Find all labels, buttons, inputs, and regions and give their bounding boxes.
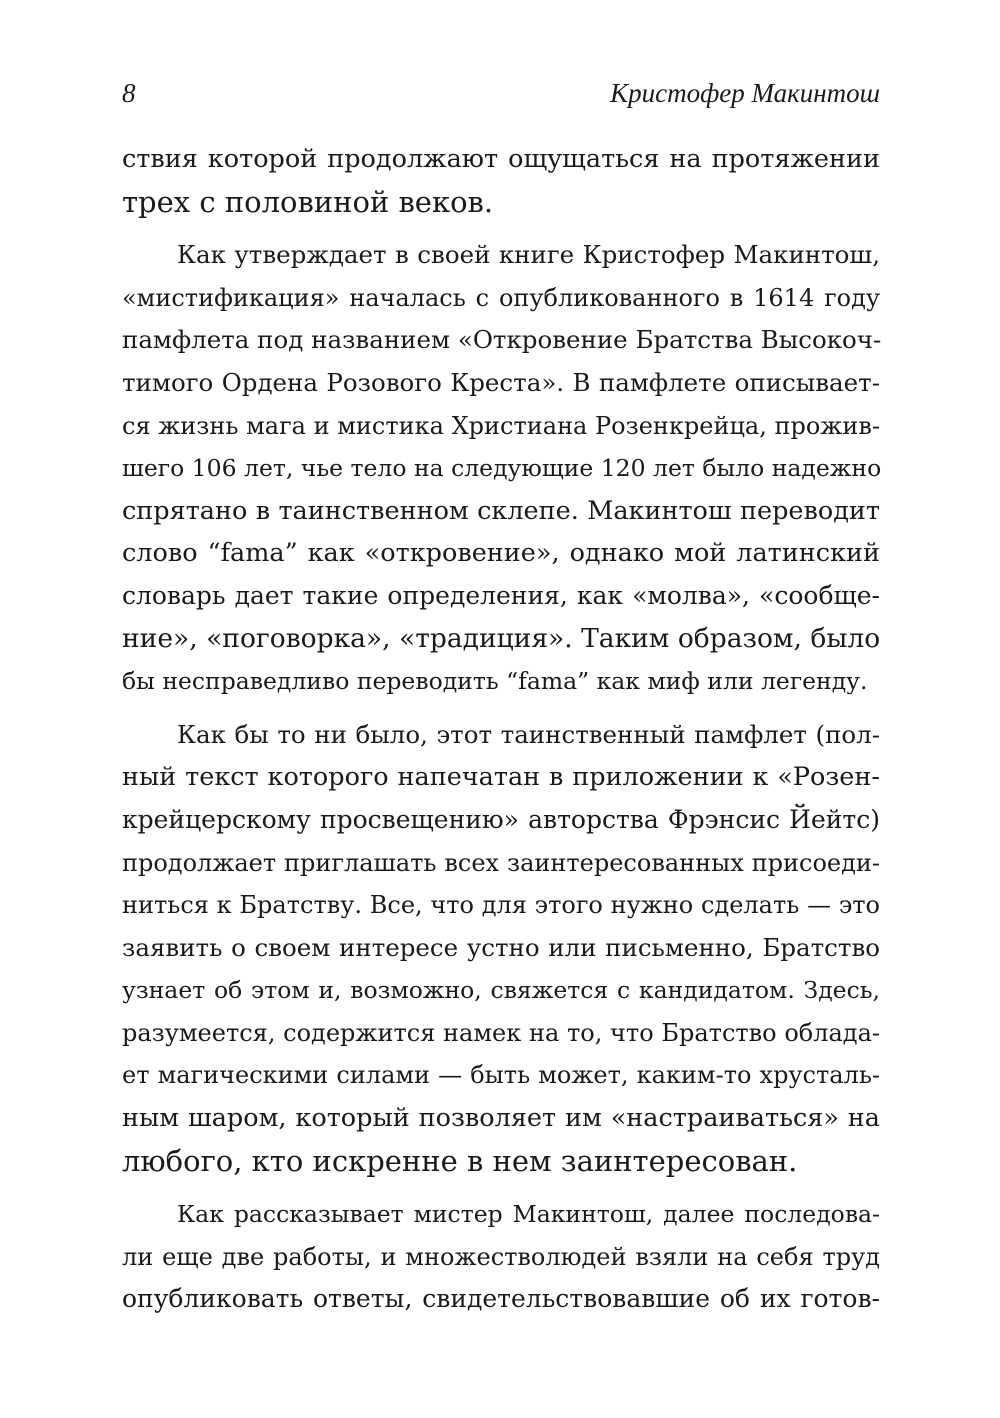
text-line: бы несправедливо переводить “fama” как миф или легенду. <box>122 667 868 696</box>
text-line: ный текст которого напечатан в приложении к «Розен- <box>122 762 880 793</box>
text-line: Как рассказывает мистер Макинтош, далее последова- <box>177 1200 880 1229</box>
page-number: 8 <box>122 78 136 108</box>
paragraph-2 <box>122 234 880 703</box>
text-line: ли еще две работы, и множестволюдей взяли на себя труд <box>122 1242 880 1271</box>
text-line: крейцерскому просвещению» авторства Фрэнсис Йейтс) <box>122 804 880 834</box>
text-line: «мистификация» началась с опубликованного в 1614 году <box>122 283 880 312</box>
running-head <box>122 76 880 110</box>
running-title: Кристофер Макинтош <box>610 78 880 108</box>
text-line: ет магическими силами — быть может, каким-то хрусталь- <box>122 1061 880 1090</box>
text-line: опубликовать ответы, свидетельствовавшие об их готов- <box>122 1284 880 1314</box>
text-line: тимого Ордена Розового Креста». В памфлете описывает- <box>122 367 880 397</box>
text-line: разумеется, содержится намек на то, что Братство облада- <box>122 1018 880 1047</box>
text-line: любого, кто искренне в нем заинтересован. <box>122 1143 798 1178</box>
paragraph-4 <box>122 1193 880 1321</box>
text-line: слово “fama” как «откровение», однако мой латинский <box>122 538 880 569</box>
text-line: узнает об этом и, возможно, свяжется с кандидатом. Здесь, <box>122 976 880 1005</box>
text-line: Как бы то ни было, этот таинственный памфлет (пол- <box>177 719 880 749</box>
text-line: памфлета под названием «Откровение Братства Высокоч- <box>122 325 882 355</box>
text-line: Как утверждает в своей книге Кристофер Макинтош, <box>177 240 880 270</box>
text-line: ние», «поговорка», «традиция». Таким образом, было <box>122 622 881 654</box>
paragraph-3 <box>122 714 880 1183</box>
text-line: ствия которой продолжают ощущаться на протяжении <box>122 144 880 174</box>
paragraph-1 <box>122 138 880 223</box>
text-line: продолжает приглашать всех заинтересованных присоеди- <box>122 848 880 877</box>
text-line: трех с половиной веков. <box>122 184 494 219</box>
text-line: словарь дает такие определения, как «молва», «сообще- <box>122 580 880 610</box>
text-line: ным шаром, который позволяет им «настраиваться» на <box>122 1103 880 1134</box>
text-line: ся жизнь мага и мистика Христиана Розенкрейца, прожив- <box>122 411 880 440</box>
body-text <box>122 138 880 1332</box>
text-line: ниться к Братству. Все, что для этого нужно сделать — это <box>122 891 880 920</box>
text-line: спрятано в таинственном склепе. Макинтош переводит <box>122 495 880 526</box>
text-line: заявить о своем интересе устно или письменно, Братство <box>122 932 880 962</box>
text-line: шего 106 лет, чье тело на следующие 120 лет было надежно <box>122 454 882 483</box>
